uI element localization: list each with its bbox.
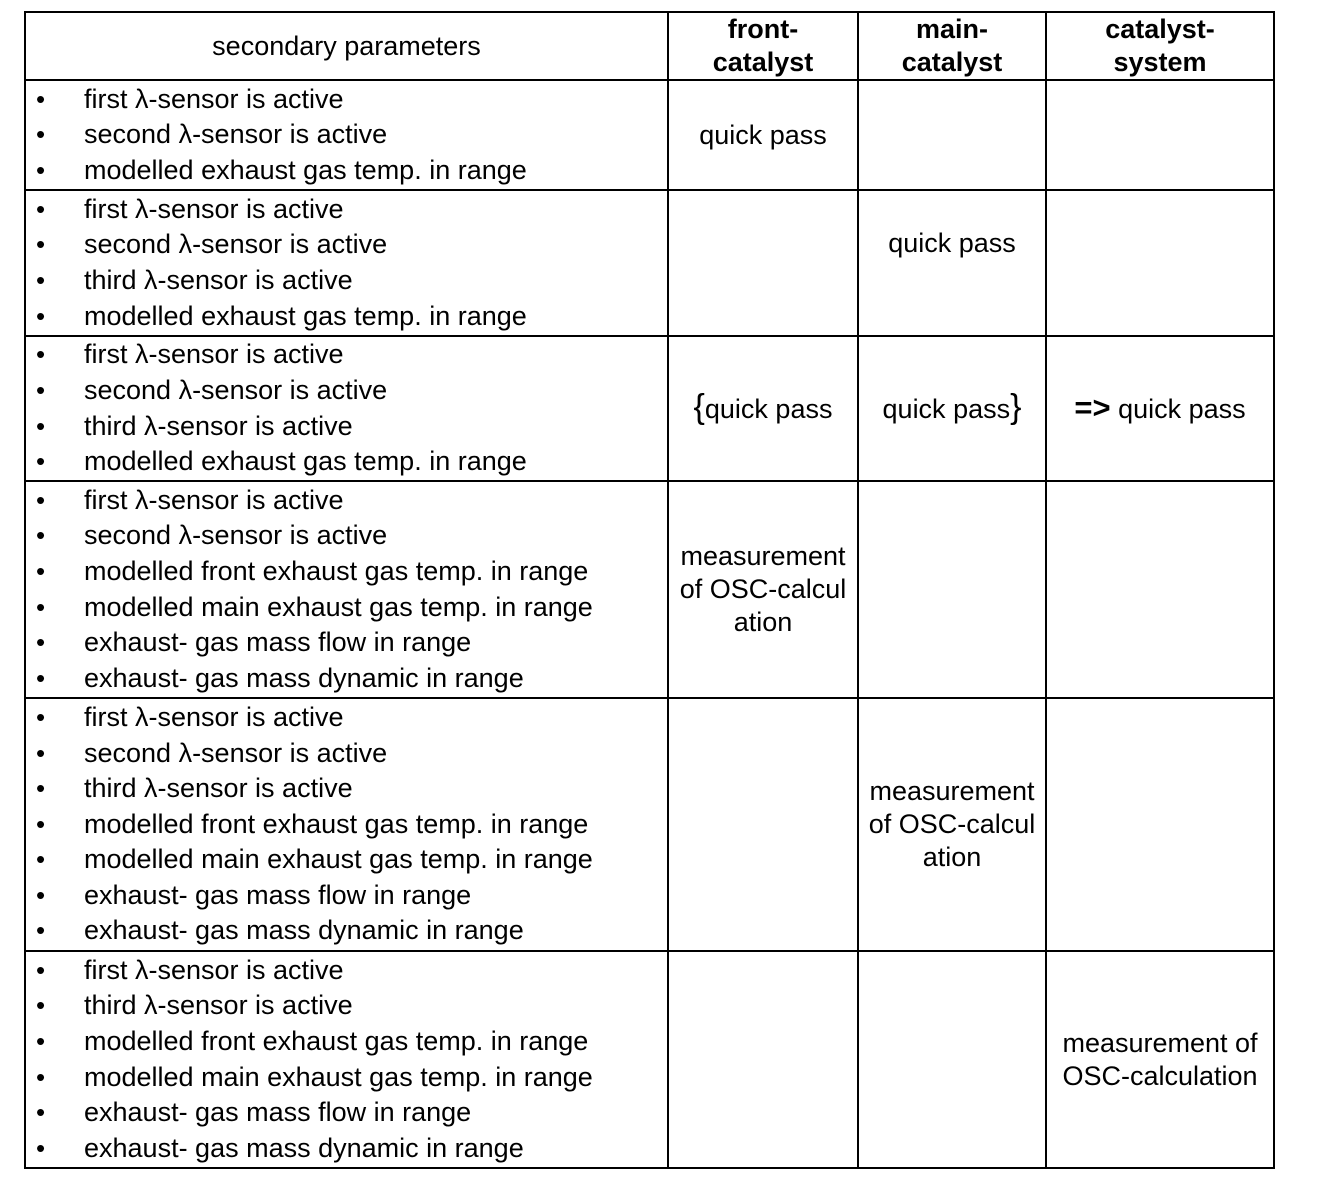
table-row <box>25 80 1274 190</box>
table-row <box>25 698 1274 951</box>
table-row <box>25 951 1274 1168</box>
front-catalyst-cell <box>668 336 858 481</box>
main-catalyst-cell <box>858 80 1046 190</box>
table-row <box>25 481 1274 698</box>
header-main-catalyst <box>858 12 1046 80</box>
front-measurement-text: measurement of OSC-calculation <box>679 541 847 637</box>
catalyst-system-cell <box>1046 80 1274 190</box>
table-row <box>25 190 1274 336</box>
param-item: • modelled exhaust gas temp. in range <box>26 444 667 480</box>
header-system-line1: catalyst- <box>1105 14 1215 44</box>
catalyst-system-cell <box>1046 336 1274 481</box>
param-list <box>26 82 667 189</box>
param-list <box>26 337 667 479</box>
param-item: • modelled exhaust gas temp. in range <box>26 299 667 335</box>
param-list <box>26 192 667 334</box>
catalyst-system-cell <box>1046 698 1274 951</box>
catalyst-system-cell <box>1046 951 1274 1168</box>
param-item: • second λ-sensor is active <box>26 373 667 409</box>
main-catalyst-cell <box>858 951 1046 1168</box>
param-item: • first λ-sensor is active <box>26 953 667 989</box>
param-list <box>26 953 667 1167</box>
main-measurement-text: measurement of OSC-calculation <box>868 776 1036 872</box>
param-item: • second λ-sensor is active <box>26 227 667 263</box>
param-item: • modelled front exhaust gas temp. in range <box>26 554 667 590</box>
catalyst-system-cell <box>1046 481 1274 698</box>
param-item: • second λ-sensor is active <box>26 117 667 153</box>
param-item: • exhaust- gas mass dynamic in range <box>26 661 667 697</box>
param-item: • first λ-sensor is active <box>26 700 667 736</box>
header-front-line1: front- <box>727 14 799 44</box>
param-item: • modelled main exhaust gas temp. in range <box>26 842 667 878</box>
param-item: • exhaust- gas mass flow in range <box>26 1095 667 1131</box>
header-front-line2: catalyst <box>712 47 814 77</box>
close-brace: } <box>1010 388 1022 426</box>
table-row <box>25 336 1274 481</box>
header-system-line2: system <box>1113 47 1207 77</box>
param-item: • first λ-sensor is active <box>26 337 667 373</box>
param-item: • third λ-sensor is active <box>26 771 667 807</box>
system-quick-pass: quick pass <box>1118 394 1246 424</box>
param-item: • modelled exhaust gas temp. in range <box>26 153 667 189</box>
header-secondary-parameters: secondary parameters <box>25 12 668 80</box>
param-item: • first λ-sensor is active <box>26 192 667 228</box>
header-main-line2: catalyst <box>901 47 1003 77</box>
header-main-line1: main- <box>915 14 988 44</box>
front-catalyst-cell <box>668 481 858 698</box>
header-catalyst-system <box>1046 12 1274 80</box>
header-front-catalyst <box>668 12 858 80</box>
params-cell <box>25 698 668 951</box>
main-catalyst-cell <box>858 481 1046 698</box>
param-item: • modelled main exhaust gas temp. in range <box>26 590 667 626</box>
param-item: • modelled front exhaust gas temp. in range <box>26 807 667 843</box>
front-catalyst-cell <box>668 698 858 951</box>
main-catalyst-cell <box>858 336 1046 481</box>
open-brace: { <box>693 388 705 426</box>
param-item: • modelled front exhaust gas temp. in range <box>26 1024 667 1060</box>
param-item: • third λ-sensor is active <box>26 409 667 445</box>
param-item: • modelled main exhaust gas temp. in range <box>26 1060 667 1096</box>
main-catalyst-cell <box>858 698 1046 951</box>
main-quick-pass: quick pass <box>882 394 1011 424</box>
param-item: • second λ-sensor is active <box>26 518 667 554</box>
main-catalyst-cell: quick pass <box>858 190 1046 336</box>
param-item: • first λ-sensor is active <box>26 82 667 118</box>
params-cell <box>25 951 668 1168</box>
secondary-parameters-table <box>24 11 1275 1169</box>
param-item: • exhaust- gas mass dynamic in range <box>26 1131 667 1167</box>
system-measurement-text: measurement of OSC-calculation <box>1062 1027 1258 1091</box>
param-item: • exhaust- gas mass dynamic in range <box>26 913 667 949</box>
param-list <box>26 483 667 697</box>
params-cell <box>25 336 668 481</box>
param-item: • third λ-sensor is active <box>26 263 667 299</box>
param-item: • second λ-sensor is active <box>26 736 667 772</box>
front-quick-pass: quick pass <box>704 394 833 424</box>
catalyst-system-cell <box>1046 190 1274 336</box>
param-list <box>26 700 667 949</box>
param-item: • first λ-sensor is active <box>26 483 667 519</box>
params-cell <box>25 190 668 336</box>
front-catalyst-cell <box>668 190 858 336</box>
header-row <box>25 12 1274 80</box>
params-cell <box>25 80 668 190</box>
param-item: • third λ-sensor is active <box>26 988 667 1024</box>
arrow-icon: => <box>1074 390 1111 425</box>
front-catalyst-cell <box>668 951 858 1168</box>
front-catalyst-cell: quick pass <box>668 80 858 190</box>
param-item: • exhaust- gas mass flow in range <box>26 625 667 661</box>
params-cell <box>25 481 668 698</box>
param-item: • exhaust- gas mass flow in range <box>26 878 667 914</box>
